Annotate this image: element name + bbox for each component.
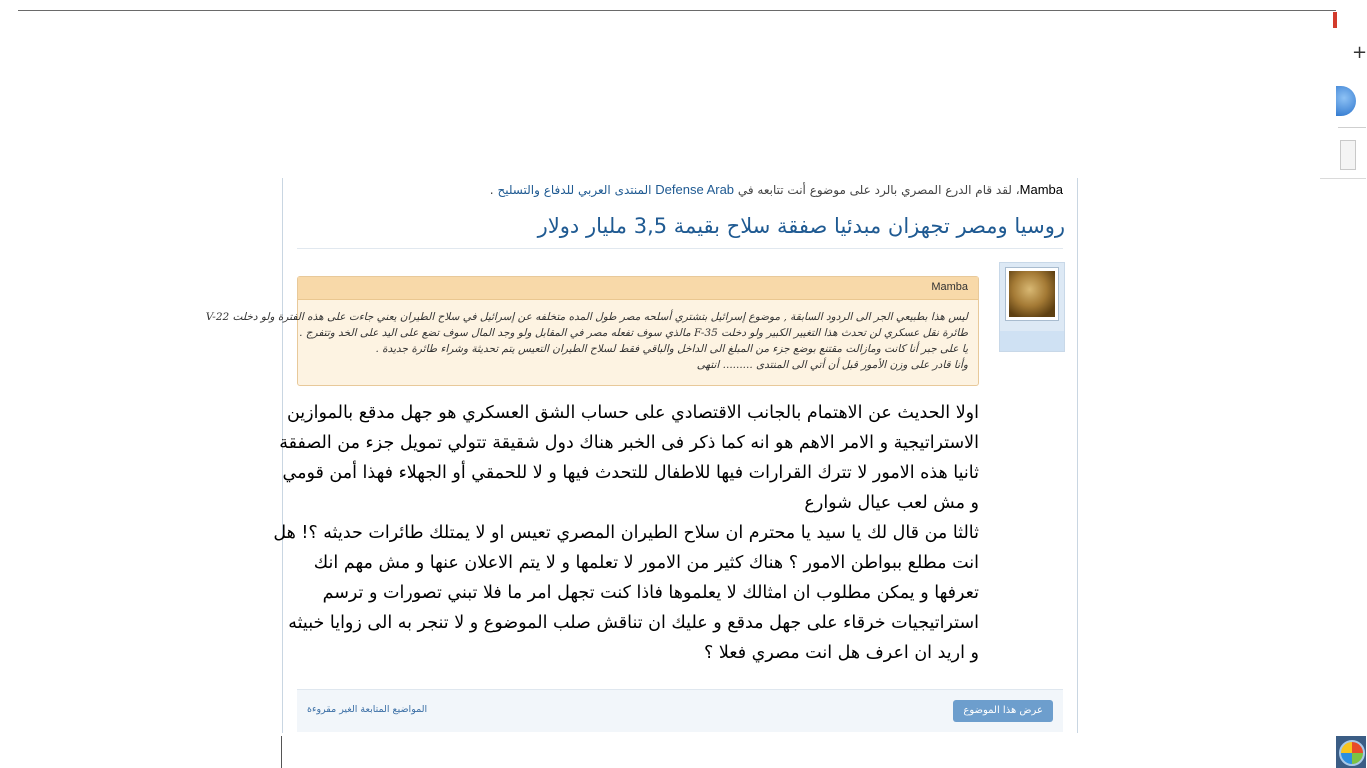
post-body <box>273 398 979 668</box>
quote-author[interactable]: Mamba <box>931 281 968 293</box>
thread-title[interactable]: روسيا ومصر تجهزان مبدئيا صفقة سلاح بقيمة 3,5 مليار دولار <box>537 214 1065 238</box>
quote-body <box>205 309 968 373</box>
view-topic-button[interactable]: عرض هذا الموضوع <box>953 700 1053 722</box>
side-strip <box>1336 10 1366 30</box>
forum-link-ar[interactable]: المنتدى العربي للدفاع والتسليح <box>497 183 652 197</box>
post-line: تعرفها و يمكن مطلوب ان امثالك لا يعلموها فاذا كنت تجهل امر ما فلا تبني تصورات و ترسم <box>322 583 979 603</box>
avatar-footer <box>1000 331 1064 351</box>
close-tab-icon[interactable] <box>1333 12 1337 28</box>
side-divider <box>1338 127 1366 128</box>
top-divider-line <box>18 10 1336 11</box>
globe-icon[interactable] <box>1336 86 1356 116</box>
notification-line <box>293 182 1063 198</box>
quote-line: وأنا قادر على وزن الأمور قبل أن أتي الى المنتدى ......... انتهى <box>696 359 968 371</box>
post-line: اولا الحديث عن الاهتمام بالجانب الاقتصادي على حساب الشق العسكري هو جهل مدقع بالموازين <box>286 403 979 423</box>
notification-text: ، لقد قام الدرع المصري بالرد على موضوع أنت تتابعه في <box>737 183 1020 197</box>
side-box[interactable] <box>1340 140 1356 170</box>
post-line: انت مطلع ببواطن الامور ؟ هناك كثير من الامور لا تعلمها و لا يتم الاعلان عنها و مش مهم انك <box>313 553 979 573</box>
post-line: ثالثا من قال لك يا سيد يا محترم ان سلاح الطيران المصري تعيس او لا يمتلك طائرات حديثه ؟! هل <box>273 523 979 543</box>
post-line: استراتيجيات خرقاء على جهل مدقع و عليك ان تناقش صلب الموضوع و لا تنجر به الى زوايا خبيثه <box>288 613 979 633</box>
quote-header <box>298 277 978 300</box>
post-line: و مش لعب عيال شوارع <box>804 493 979 513</box>
quote-line: طائرة نقل عسكري لن تحدث هذا التغيير الكبير ولو دخلت F-35 مالذي سوف تفعله مصر في المقابل ولو وجد المال سوف تضع على اليد على الخد وتتفرج . <box>299 327 968 339</box>
email-footer <box>297 689 1063 732</box>
avatar-column <box>999 262 1065 352</box>
taskbar-divider <box>281 736 282 768</box>
avatar-image <box>1009 271 1055 317</box>
quote-box <box>205 276 979 386</box>
post-line: و اريد ان اعرف هل انت مصري فعلا ؟ <box>704 643 979 663</box>
post-line: الاستراتيجية و الامر الاهم هو انه كما ذكر فى الخبر هناك دول شقيقة تتولي تمويل جزء من الصفقة <box>279 433 979 453</box>
windows-logo-icon <box>1339 740 1365 766</box>
forum-link-en[interactable]: Defense Arab <box>655 182 735 197</box>
notification-user[interactable]: Mamba <box>1019 182 1063 197</box>
avatar[interactable] <box>1005 267 1059 321</box>
plus-icon[interactable]: + <box>1352 42 1367 63</box>
quote-line: يا على جبر أنا كانت ومازالت مقتنع بوضع جزء من المبلغ الى الداخل والباقي فقط لسلاح الطيران التعيس يتم تحديثة وشراء طائرة جديدة . <box>375 343 968 355</box>
title-separator <box>297 248 1063 249</box>
unread-topics-link[interactable]: المواضيع المتابعة الغير مقروءة <box>307 704 428 715</box>
post-line: ثانيا هذه الامور لا تترك القرارات فيها للاطفال للتحدث فيها و لا للحمقي أو الجهلاء فهذا أمن قومي <box>282 463 979 483</box>
start-button[interactable] <box>1336 736 1366 768</box>
notification-end: . <box>489 183 494 197</box>
quote-line: ليس هذا بطبيعي الجر الى الردود السابقة , موضوع إسرائيل بتشتري أسلحه مصر طول المده متخلفه عن إسرائيل في سلاح الطيران يعني جاءت على هذه الفترة ولو دخلت V-22 <box>205 311 968 323</box>
email-panel <box>205 178 1078 733</box>
side-divider-2 <box>1320 178 1366 179</box>
